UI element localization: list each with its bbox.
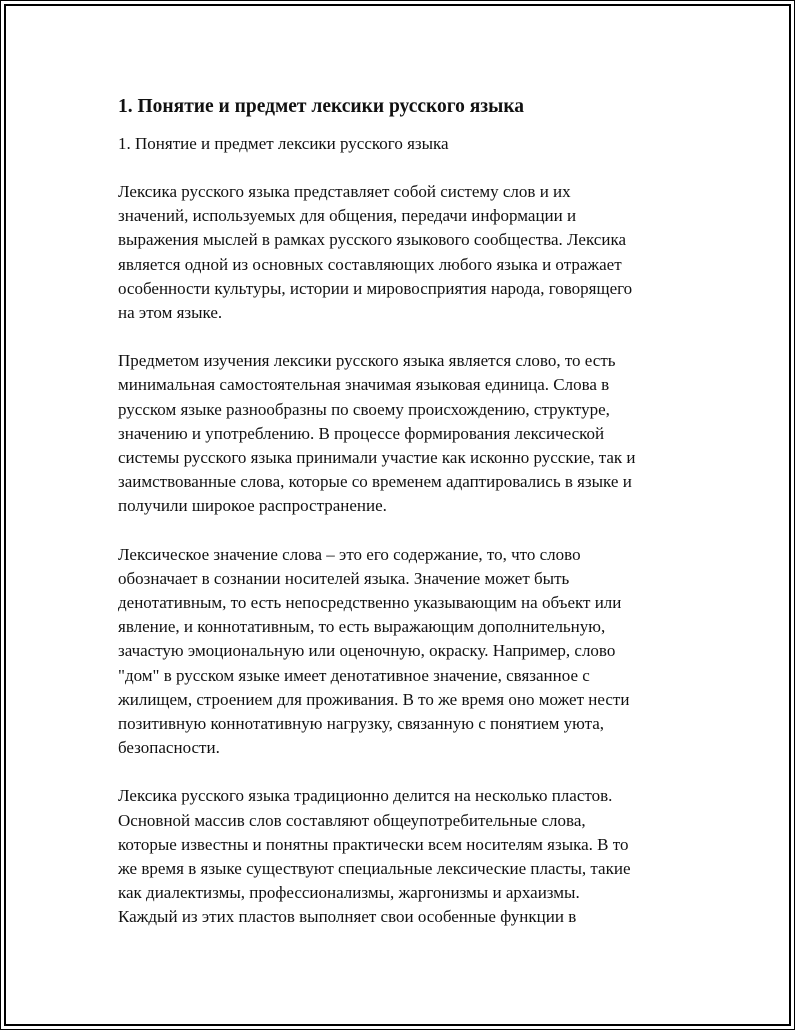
paragraph-line: заимствованные слова, которые со временем адаптировались в языке и: [118, 472, 632, 492]
paragraph: [118, 543, 678, 761]
paragraph-line: выражения мыслей в рамках русского языкового сообщества. Лексика: [118, 230, 626, 250]
paragraph: [118, 784, 678, 929]
paragraph-line: как диалектизмы, профессионализмы, жаргонизмы и архаизмы.: [118, 883, 580, 903]
paragraph-line: Лексическое значение слова – это его содержание, то, что слово: [118, 544, 581, 564]
paragraph-line: "дом" в русском языке имеет денотативное значение, связанное с: [118, 665, 590, 685]
paragraph-line: обозначает в сознании носителей языка. Значение может быть: [118, 568, 570, 588]
paragraph-line: Основной массив слов составляют общеупотребительные слова,: [118, 810, 586, 830]
document-heading: 1. Понятие и предмет лексики русского языка: [118, 96, 525, 117]
paragraph-line: Лексика русского языка представляет собой систему слов и их: [118, 182, 571, 201]
paragraph-line: Лексика русского языка традиционно делится на несколько пластов.: [118, 786, 613, 806]
paragraph-line: минимальная самостоятельная значимая языковая единица. Слова в: [118, 375, 610, 395]
paragraph-list: [118, 180, 678, 930]
paragraph: [118, 180, 678, 325]
document-subheading: 1. Понятие и предмет лексики русского языка: [118, 134, 449, 153]
paragraph-line: жилищем, строением для проживания. В то же время оно может нести: [118, 689, 630, 709]
paragraph-line: значению и употреблению. В процессе формирования лексической: [118, 423, 605, 443]
paragraph-line: системы русского языка принимали участие как исконно русские, так и: [118, 448, 636, 468]
paragraph-line: позитивную коннотативную нагрузку, связанную с понятием уюта,: [118, 714, 605, 734]
paragraph-line: явление, и коннотативным, то есть выражающим дополнительную,: [118, 617, 606, 637]
paragraph: [118, 349, 678, 518]
paragraph-line: особенности культуры, истории и мировосприятия народа, говорящего: [118, 278, 633, 298]
paragraph-line: на этом языке.: [118, 303, 223, 323]
document-body: [118, 94, 678, 954]
paragraph-line: является одной из основных составляющих любого языка и отражает: [118, 254, 622, 274]
paragraph-line: зачастую эмоциональную или оценочную, окраску. Например, слово: [118, 641, 616, 661]
paragraph-line: которые известны и понятны практически всем носителям языка. В то: [118, 834, 629, 854]
paragraph-line: русском языке разнообразны по своему происхождению, структуре,: [118, 399, 610, 419]
paragraph-line: безопасности.: [118, 738, 220, 758]
paragraph-line: Предметом изучения лексики русского языка является слово, то есть: [118, 351, 616, 371]
paragraph-line: Каждый из этих пластов выполняет свои особенные функции в: [118, 907, 577, 927]
paragraph-line: денотативным, то есть непосредственно указывающим на объект или: [118, 593, 622, 613]
paragraph-line: значений, используемых для общения, передачи информации и: [118, 206, 577, 226]
paragraph-line: же время в языке существуют специальные лексические пласты, такие: [118, 859, 631, 879]
paragraph-line: получили широкое распространение.: [118, 496, 387, 516]
